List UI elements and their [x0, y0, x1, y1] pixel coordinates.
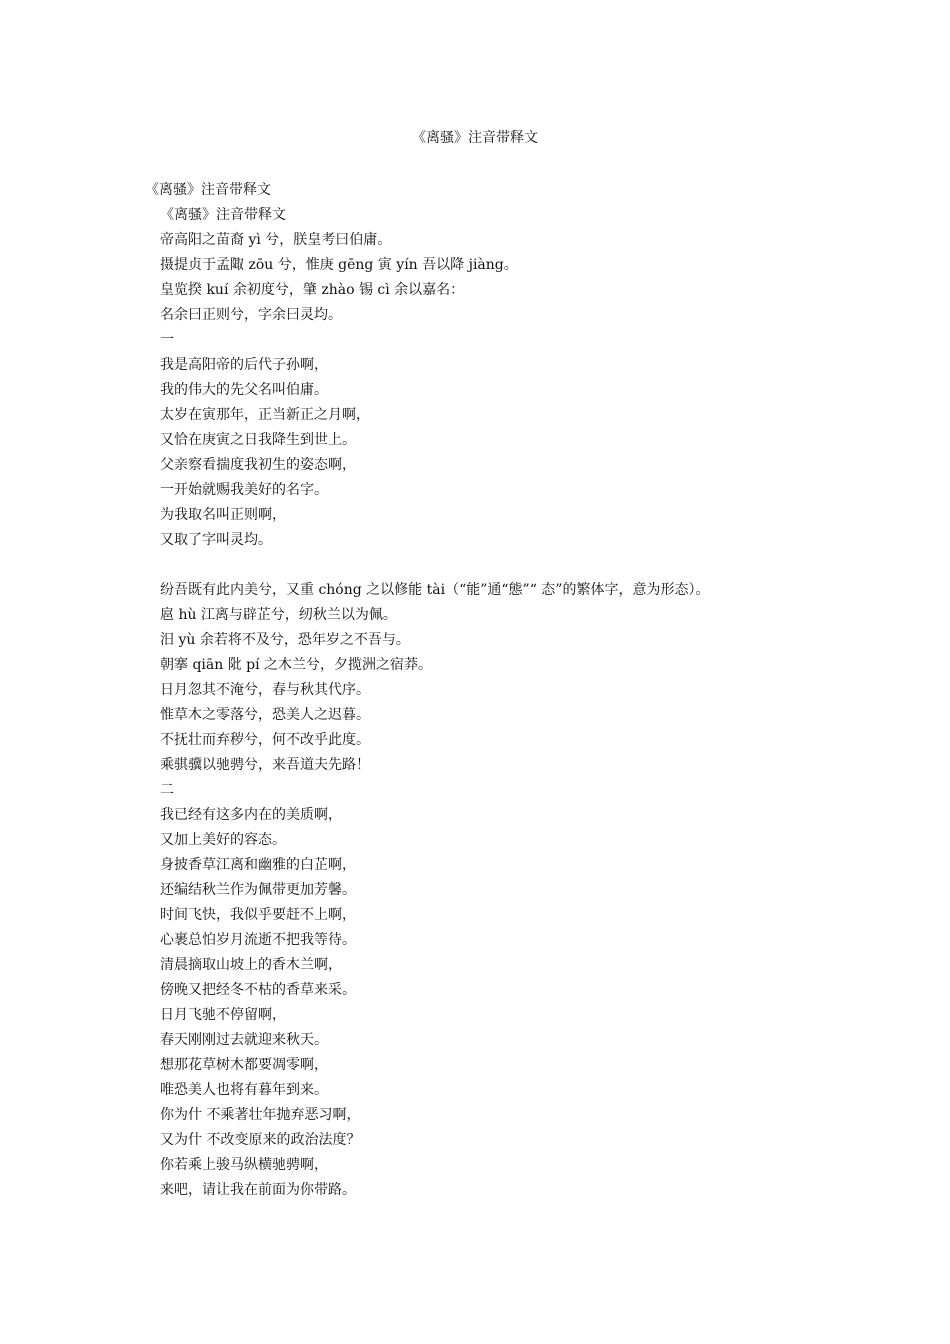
text-line: 父亲察看揣度我初生的姿态啊，: [160, 457, 356, 473]
text-line: 我的伟大的先父名叫伯庸。: [160, 382, 328, 398]
text-line: 汨 yù 余若将不及兮，恐年岁之不吾与。: [160, 632, 410, 648]
text-line: 朝搴 qiān 阰 pí 之木兰兮，夕揽洲之宿莽。: [160, 657, 433, 673]
text-line: 我已经有这多内在的美质啊，: [160, 807, 342, 823]
text-line: 摄提贞于孟陬 zōu 兮，惟庚 gēng 寅 yín 吾以降 jiàng。: [160, 257, 518, 273]
text-line: 名余曰正则兮，字余曰灵均。: [160, 307, 342, 323]
text-line: 惟草木之零落兮，恐美人之迟暮。: [160, 707, 370, 723]
text-line: 日月忽其不淹兮，春与秋其代序。: [160, 682, 370, 698]
text-line: 又加上美好的容态。: [160, 832, 286, 848]
text-line: 太岁在寅那年，正当新正之月啊，: [160, 407, 370, 423]
text-line: 傍晚又把经冬不枯的香草来采。: [160, 982, 356, 998]
text-line: 一开始就赐我美好的名字。: [160, 482, 328, 498]
document-body: [145, 178, 795, 1203]
text-line: 为我取名叫正则啊，: [160, 507, 286, 523]
text-line: 你若乘上骏马纵横驰骋啊，: [160, 1157, 328, 1173]
text-line: 时间飞快，我似乎要赶不上啊，: [160, 907, 356, 923]
text-line: 二: [160, 782, 174, 798]
text-line: 《离骚》注音带释文: [160, 207, 286, 223]
blank-line: [145, 553, 795, 578]
text-line: 我是高阳帝的后代子孙啊，: [160, 357, 328, 373]
page-title: 《离骚》注音带释文: [412, 130, 538, 146]
text-line: 清晨摘取山坡上的香木兰啊，: [160, 957, 342, 973]
text-line: 身披香草江离和幽雅的白芷啊，: [160, 857, 356, 873]
text-line: 帝高阳之苗裔 yì 兮，朕皇考曰伯庸。: [160, 232, 392, 248]
text-line: 不抚壮而弃秽兮，何不改乎此度。: [160, 732, 370, 748]
text-line: 又恰在庚寅之日我降生到世上。: [160, 432, 356, 448]
text-line: 扈 hù 江离与辟芷兮，纫秋兰以为佩。: [160, 607, 397, 623]
text-line: 你为什 不乘著壮年抛弃恶习啊，: [160, 1107, 361, 1123]
text-line: 又为什 不改变原来的政治法度？: [160, 1132, 361, 1148]
text-line: 一: [160, 332, 174, 348]
text-line: 皇览揆 kuí 余初度兮，肇 zhào 锡 cì 余以嘉名：: [160, 282, 465, 298]
text-line: 想那花草树木都要凋零啊，: [160, 1057, 328, 1073]
text-line: 又取了字叫灵均。: [160, 532, 272, 548]
text-line: 乘骐骥以驰骋兮，来吾道夫先路！: [160, 757, 370, 773]
text-line: 纷吾既有此内美兮，又重 chóng 之以修能 tài（“能”通“態”“ 态”的繁体字，意为形态）。: [160, 582, 710, 598]
text-line: 唯恐美人也将有暮年到来。: [160, 1082, 328, 1098]
text-line: 还编结秋兰作为佩带更加芳馨。: [160, 882, 356, 898]
text-line: 春天刚刚过去就迎来秋天。: [160, 1032, 328, 1048]
text-line: 心裹总怕岁月流逝不把我等待。: [160, 932, 356, 948]
text-line: 日月飞驰不停留啊，: [160, 1007, 286, 1023]
text-line: 来吧，请让我在前面为你带路。: [160, 1182, 356, 1198]
text-line: 《离骚》注音带释文: [145, 182, 271, 198]
